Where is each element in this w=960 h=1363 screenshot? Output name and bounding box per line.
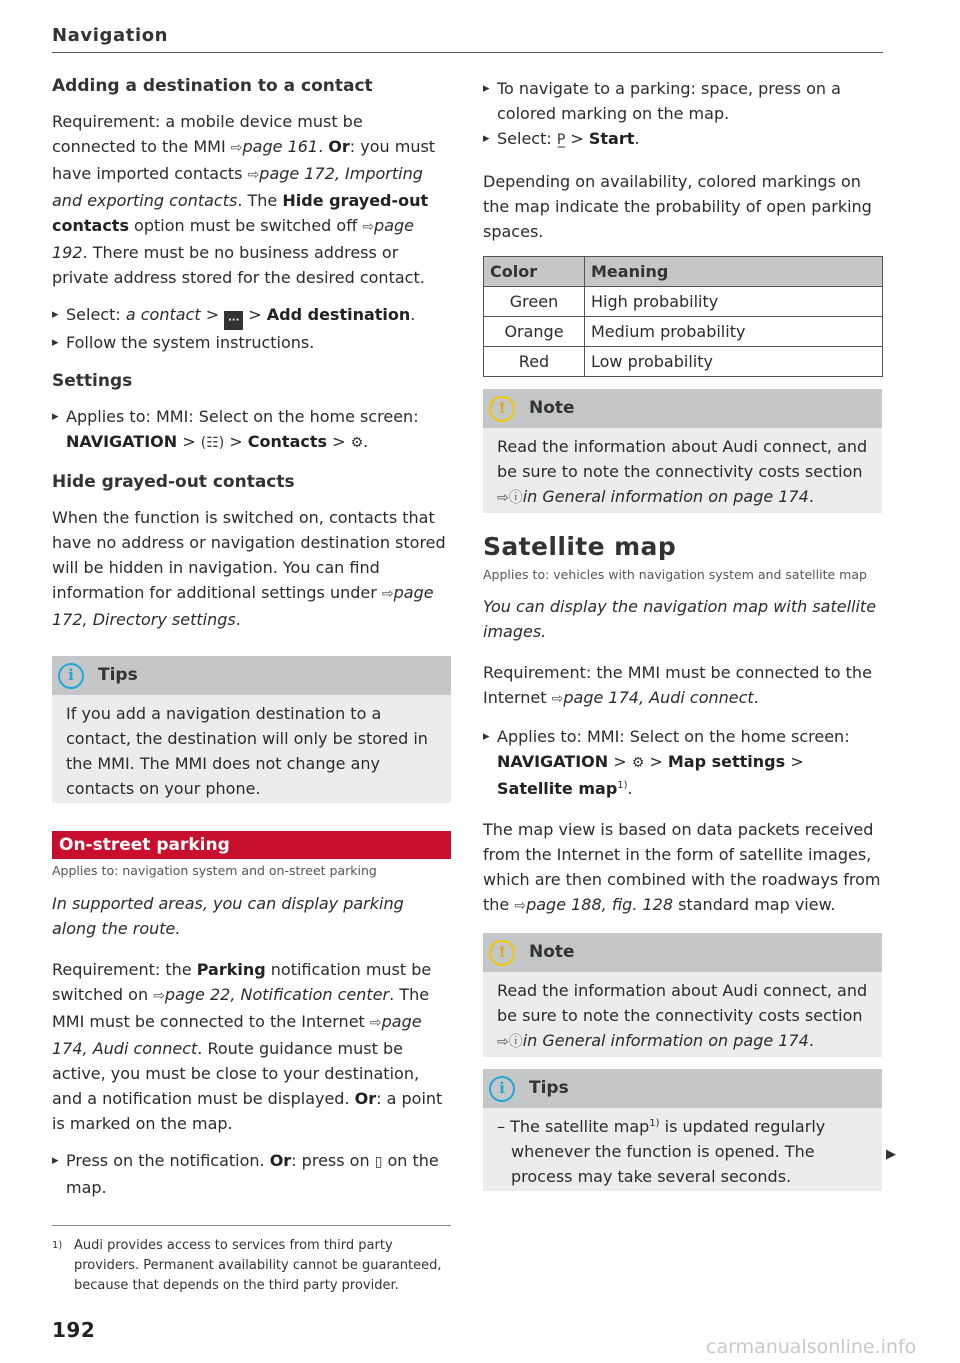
tips-box — [52, 656, 451, 803]
section-title: Navigation — [52, 25, 169, 46]
footnote-ref: 1) — [617, 780, 628, 791]
text: Press on the notification. — [66, 1151, 270, 1170]
warning-icon: ! — [489, 940, 515, 966]
page-ref-link[interactable]: page 188, fig. 128 — [526, 895, 674, 914]
text: NAVIGATION — [66, 432, 178, 451]
text: Applies to: MMI: Select on the home screen: — [497, 727, 850, 746]
page-header — [52, 24, 883, 53]
text: In supported areas, you can display parking along the route. — [52, 894, 404, 938]
ref-arrow-icon: ⇨ — [381, 586, 394, 602]
text: When the function is switched on, contacts that have no address or navigation destination stored will be hidden in navigation. You can find information for additional settings under — [52, 508, 446, 602]
text: . — [318, 137, 329, 156]
note-title: Note — [529, 398, 575, 418]
text: The map view is based on data packets received from the Internet in the form of satellite images, which are then combined with the roadways from the — [483, 820, 881, 914]
tips-body — [483, 1108, 882, 1191]
text: option must be switched off — [128, 216, 363, 235]
tips-box — [483, 1069, 882, 1191]
page-ref-link[interactable]: page 172, Importing and exporting contacts — [52, 164, 423, 210]
text: Read the information about Audi connect, and be sure to note the connectivity costs section — [497, 981, 868, 1025]
parking-intro — [52, 891, 451, 941]
ref-arrow-icon: ⇨ — [153, 988, 165, 1004]
info-icon: i — [489, 1076, 515, 1102]
ref-arrow-icon: ⇨ — [247, 167, 260, 183]
text: . — [363, 432, 369, 451]
text: Or — [354, 1089, 377, 1108]
text: Select: — [497, 129, 557, 148]
right-column — [483, 76, 882, 1191]
text: . There must be no business address or private address stored for the desired contact. — [52, 243, 425, 287]
note-box — [483, 389, 882, 513]
settings-step — [52, 404, 451, 456]
gear-icon: ⚙ — [631, 755, 645, 771]
page-ref-link[interactable]: page 172, Directory settings — [52, 583, 434, 629]
settings-heading: Settings — [52, 371, 133, 391]
text: The satellite map — [510, 1117, 650, 1136]
text: > — [327, 432, 351, 451]
text: . Route guidance must be active, you must be close to your destination, and a notification must be displayed. — [52, 1039, 420, 1108]
parking-probability-table — [483, 256, 883, 377]
text: Parking — [196, 960, 266, 979]
tips-title: Tips — [529, 1078, 569, 1098]
text: Requirement: the MMI must be connected to the Internet — [483, 663, 872, 707]
text: Requirement: a mobile device must be connected to the MMI — [52, 112, 363, 156]
table-cell: Red — [484, 347, 585, 377]
step-navigate-parking: ▸ To navigate to a parking: space, press on a colored marking on the map. — [483, 76, 882, 126]
ref-arrow-icon: ⇨ — [230, 140, 243, 156]
ref-arrow-icon: ⇨ — [514, 898, 527, 914]
gear-icon: ⚙ — [350, 435, 364, 451]
text: a contact — [125, 305, 201, 324]
hide-text — [52, 505, 451, 632]
table-cell: Orange — [484, 317, 585, 347]
table-row — [484, 287, 883, 317]
parking-heading: On-street parking — [52, 831, 451, 859]
warning-icon: ! — [489, 396, 515, 422]
page-ref-link[interactable]: page 174, Audi connect — [52, 1012, 422, 1058]
ref-arrow-icon: ⇨ — [362, 219, 375, 235]
footnote-divider — [52, 1225, 451, 1226]
table-cell: High probability — [585, 287, 883, 317]
note-box — [483, 933, 882, 1057]
page-ref-link[interactable]: in General information on page 174 — [522, 1031, 809, 1050]
adding-heading: Adding a destination to a contact — [52, 76, 373, 96]
ref-arrow-icon: ⇨ⓘ — [497, 490, 523, 506]
step-select-start — [483, 126, 882, 153]
text: > — [200, 305, 225, 324]
note-title: Note — [529, 942, 575, 962]
text: > — [785, 752, 804, 771]
more-options-icon: ··· — [224, 311, 243, 330]
text: > — [565, 129, 589, 148]
page-ref-link[interactable]: page 161 — [242, 137, 319, 156]
availability-text: Depending on availability, colored markings on the map indicate the probability of open parking spaces. — [483, 172, 872, 241]
text: is updated regularly whenever the function is opened. The process may take several seconds. — [511, 1117, 826, 1186]
parking-applies: Applies to: navigation system and on-street parking — [52, 863, 377, 878]
text: . — [808, 487, 814, 506]
text: : a point is marked on the map. — [52, 1089, 443, 1133]
ref-arrow-icon: ⇨ — [551, 691, 564, 707]
parking-step — [52, 1148, 451, 1200]
table-header-row — [484, 257, 883, 287]
footnote-text: Audi provides access to services from third party providers. Permanent availability cannot be guaranteed, because that depends on the third party provider. — [74, 1238, 442, 1293]
satellite-text — [483, 817, 882, 919]
text: You can display the navigation map with satellite images. — [483, 597, 877, 641]
note-box-header — [483, 389, 882, 428]
text: . The MMI must be connected to the Internet — [52, 985, 430, 1031]
satellite-requirement — [483, 660, 882, 712]
text: . — [627, 779, 633, 798]
text: Applies to: MMI: Select on the home screen: — [66, 407, 419, 426]
footnote — [52, 1236, 451, 1296]
text: Contacts — [247, 432, 328, 451]
text: > — [644, 752, 668, 771]
ref-arrow-icon: ⇨ⓘ — [497, 1034, 523, 1050]
satellite-applies: Applies to: vehicles with navigation system and satellite map — [483, 567, 867, 582]
table-header: Color — [484, 257, 585, 287]
step-follow: ▸ Follow the system instructions. — [52, 330, 451, 355]
text: Hide grayed-out contacts — [52, 191, 429, 235]
list-item: – The satellite map$^{1)}$ is updated regularly whenever the function is opened. The process may take several seconds. — [497, 1117, 826, 1186]
table-cell: Medium probability — [585, 317, 883, 347]
footnote-ref: 1) — [649, 1118, 660, 1129]
continue-arrow-icon: ▶ — [886, 1147, 896, 1162]
text: standard map view. — [673, 895, 836, 914]
step-select-contact — [52, 302, 451, 330]
table-row — [484, 347, 883, 377]
footnote-marker: 1) — [52, 1240, 63, 1251]
text: > — [177, 432, 201, 451]
text: . — [410, 305, 416, 324]
text: Or — [328, 137, 350, 156]
text: Or — [269, 1151, 292, 1170]
text: > — [243, 305, 267, 324]
satellite-step — [483, 724, 882, 801]
table-header: Meaning — [585, 257, 883, 287]
text: NAVIGATION — [497, 752, 609, 771]
text: notification must be switched on — [52, 960, 432, 1004]
text: > — [608, 752, 632, 771]
page-ref-link[interactable]: in General information on page 174 — [522, 487, 809, 506]
adding-requirement — [52, 109, 451, 290]
left-column — [52, 74, 451, 1200]
note-box-header — [483, 933, 882, 972]
text: on the map. — [66, 1151, 439, 1197]
satellite-intro — [483, 594, 882, 644]
parking-icon: P̲ — [556, 132, 566, 148]
page-ref-link[interactable]: page 22, Notification center — [164, 985, 390, 1004]
parking-marker-icon: ▯ — [374, 1154, 383, 1170]
text: Add destination — [266, 305, 411, 324]
note-body — [483, 428, 882, 513]
text: . — [753, 688, 759, 707]
ref-arrow-icon: ⇨ — [369, 1015, 382, 1031]
text: Map settings — [667, 752, 786, 771]
parking-requirement — [52, 957, 451, 1136]
tips-body: If you add a navigation destination to a contact, the destination will only be stored in the MMI. The MMI does not change any contacts on your phone. — [66, 704, 428, 798]
text: . — [235, 610, 241, 629]
page-number: 192 — [52, 1318, 96, 1342]
text: Satellite map — [497, 779, 618, 798]
hide-heading: Hide grayed-out contacts — [52, 472, 295, 492]
table-cell: Green — [484, 287, 585, 317]
text: . The — [237, 191, 283, 210]
tips-box-header — [52, 656, 451, 695]
satellite-heading: Satellite map — [483, 532, 677, 561]
text: Select: — [66, 305, 126, 324]
info-icon: i — [58, 663, 84, 689]
table-row — [484, 317, 883, 347]
watermark: carmanualsonline.info — [706, 1336, 917, 1358]
page-ref-link[interactable]: page 174, Audi connect — [563, 688, 754, 707]
table-cell: Low probability — [585, 347, 883, 377]
text: : press on — [291, 1151, 375, 1170]
tips-title: Tips — [98, 665, 138, 685]
note-body — [483, 972, 882, 1057]
text: Read the information about Audi connect, and be sure to note the connectivity costs section — [497, 437, 868, 481]
text: : you must have imported contacts — [52, 137, 436, 183]
directory-icon: (☷) — [200, 435, 225, 451]
text: . — [634, 129, 640, 148]
text: Start — [588, 129, 635, 148]
text: . — [808, 1031, 814, 1050]
text: > — [224, 432, 248, 451]
text: Requirement: the — [52, 960, 197, 979]
tips-box-header — [483, 1069, 882, 1108]
page-ref-link[interactable]: page 192 — [52, 216, 415, 262]
